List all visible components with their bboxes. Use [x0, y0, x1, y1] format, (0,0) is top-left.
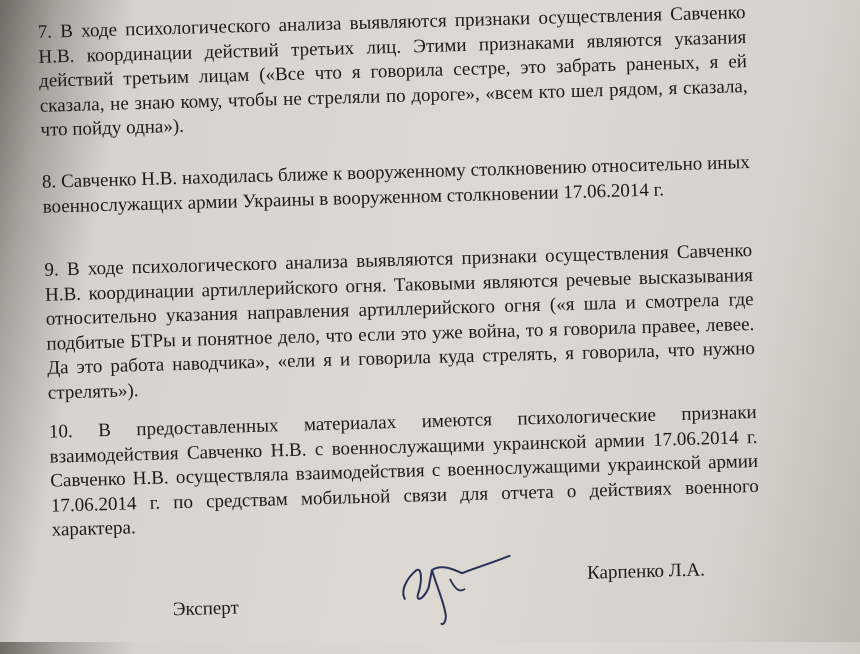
- paragraph-10: 10. В предоставленных материалах имеются психологические признаки взаимодействия Савченко Н.В. с военнослужащими украинской армии 17.06.2014 г. Савченко Н.В. осуществляла взаимодействия с военнослужащими украинской армии 17.06.2014 г. по средствам мобильной связи для отчета о действиях военного характера.: [48, 401, 760, 541]
- expert-label: Эксперт: [172, 597, 240, 621]
- expert-name: Карпенко Л.А.: [586, 559, 706, 584]
- handwritten-signature-icon: [391, 538, 523, 632]
- paragraph-8: 8. Савченко Н.В. находилась ближе к вооруженному столкновению относительно иных военнослужащих армии Украины в вооруженном столкновении 17.06.2014 г.: [41, 152, 750, 218]
- paragraph-7: 7. В ходе психологического анализа выявляются признаки осуществления Савченко Н.В. координации действий третьих лиц. Этими признаками являются указания действий третьим лицам («Все что я говорила сестре, это забрать раненых, я ей сказала, не знаю кому, чтобы не стреляли по дороге», «всем кто шел рядом, я сказала, что пойду одна»).: [37, 2, 748, 141]
- paragraph-9: 9. В ходе психологического анализа выявляются признаки осуществления Савченко Н.В. координации артиллерийского огня. Таковыми являются речевые высказывания относительно указания направления артиллерийского огня («я шла и смотрела где подбитые БТРы и понятное дело, что если это уже война, то я говорила правее, левее. Да это работа наводчика», «ели я и говорила куда стрелять, я говорила, что нужно стрелять»).: [44, 239, 756, 404]
